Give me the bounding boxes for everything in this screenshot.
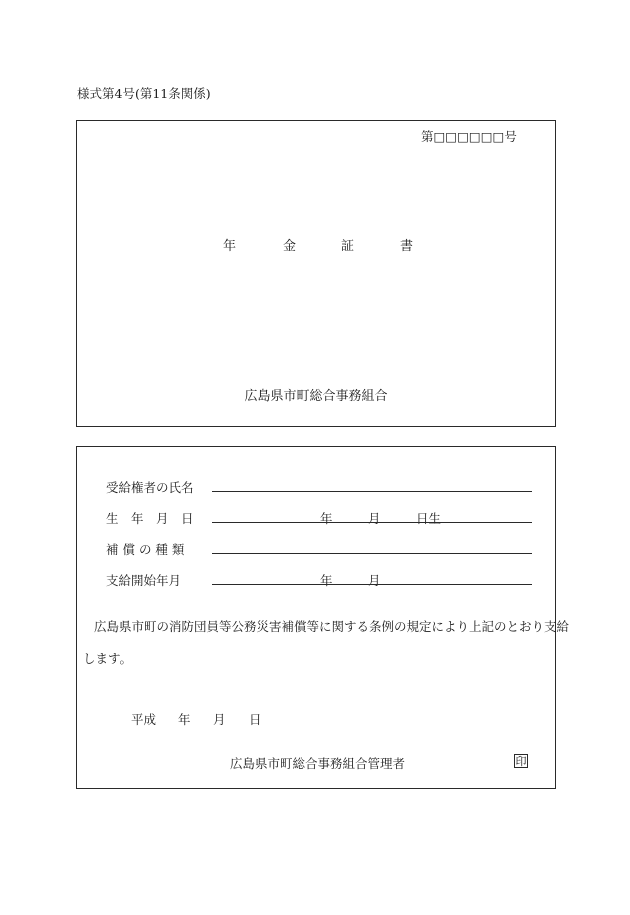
statement-line-1: 広島県市町の消防団員等公務災害補償等に関する条例の規定により上記のとおり支給 <box>94 619 570 634</box>
form-label: 様式第4号(第11条関係) <box>77 86 211 101</box>
date-year: 年 <box>178 712 191 727</box>
field-recipient-name-label: 受給権者の氏名 <box>106 480 194 495</box>
birthdate-month-suffix: 月 <box>368 511 381 526</box>
certificate-panel <box>76 120 556 427</box>
payment-start-year-suffix: 年 <box>320 573 333 588</box>
date-era: 平成 <box>131 712 157 727</box>
date-month: 月 <box>213 712 226 727</box>
birthdate-day-suffix: 日生 <box>416 511 442 526</box>
title-char-4: 書 <box>400 239 414 254</box>
payment-start-month-suffix: 月 <box>368 573 381 588</box>
issuer-name: 広島県市町総合事務組合 <box>244 389 388 404</box>
title-char-1: 年 <box>223 239 237 254</box>
details-panel <box>76 446 570 789</box>
field-compensation-type-line <box>212 553 532 554</box>
field-payment-start-line <box>212 584 532 585</box>
title-char-3: 証 <box>341 239 355 254</box>
field-birthdate-label: 生 年 月 日 <box>106 511 194 526</box>
field-recipient-name-line <box>212 491 532 492</box>
field-birthdate-line <box>212 522 532 523</box>
field-compensation-type-label: 補 償 の 種 類 <box>106 542 185 557</box>
administrator-name: 広島県市町総合事務組合管理者 <box>230 756 406 771</box>
seal-mark: 印 <box>515 755 527 768</box>
certificate-number: 第□□□□□□号 <box>421 129 517 144</box>
birthdate-year-suffix: 年 <box>320 511 333 526</box>
field-payment-start-label: 支給開始年月 <box>106 573 182 588</box>
title-char-2: 金 <box>283 239 297 254</box>
statement-line-2: します。 <box>83 651 133 666</box>
date-day: 日 <box>249 712 262 727</box>
